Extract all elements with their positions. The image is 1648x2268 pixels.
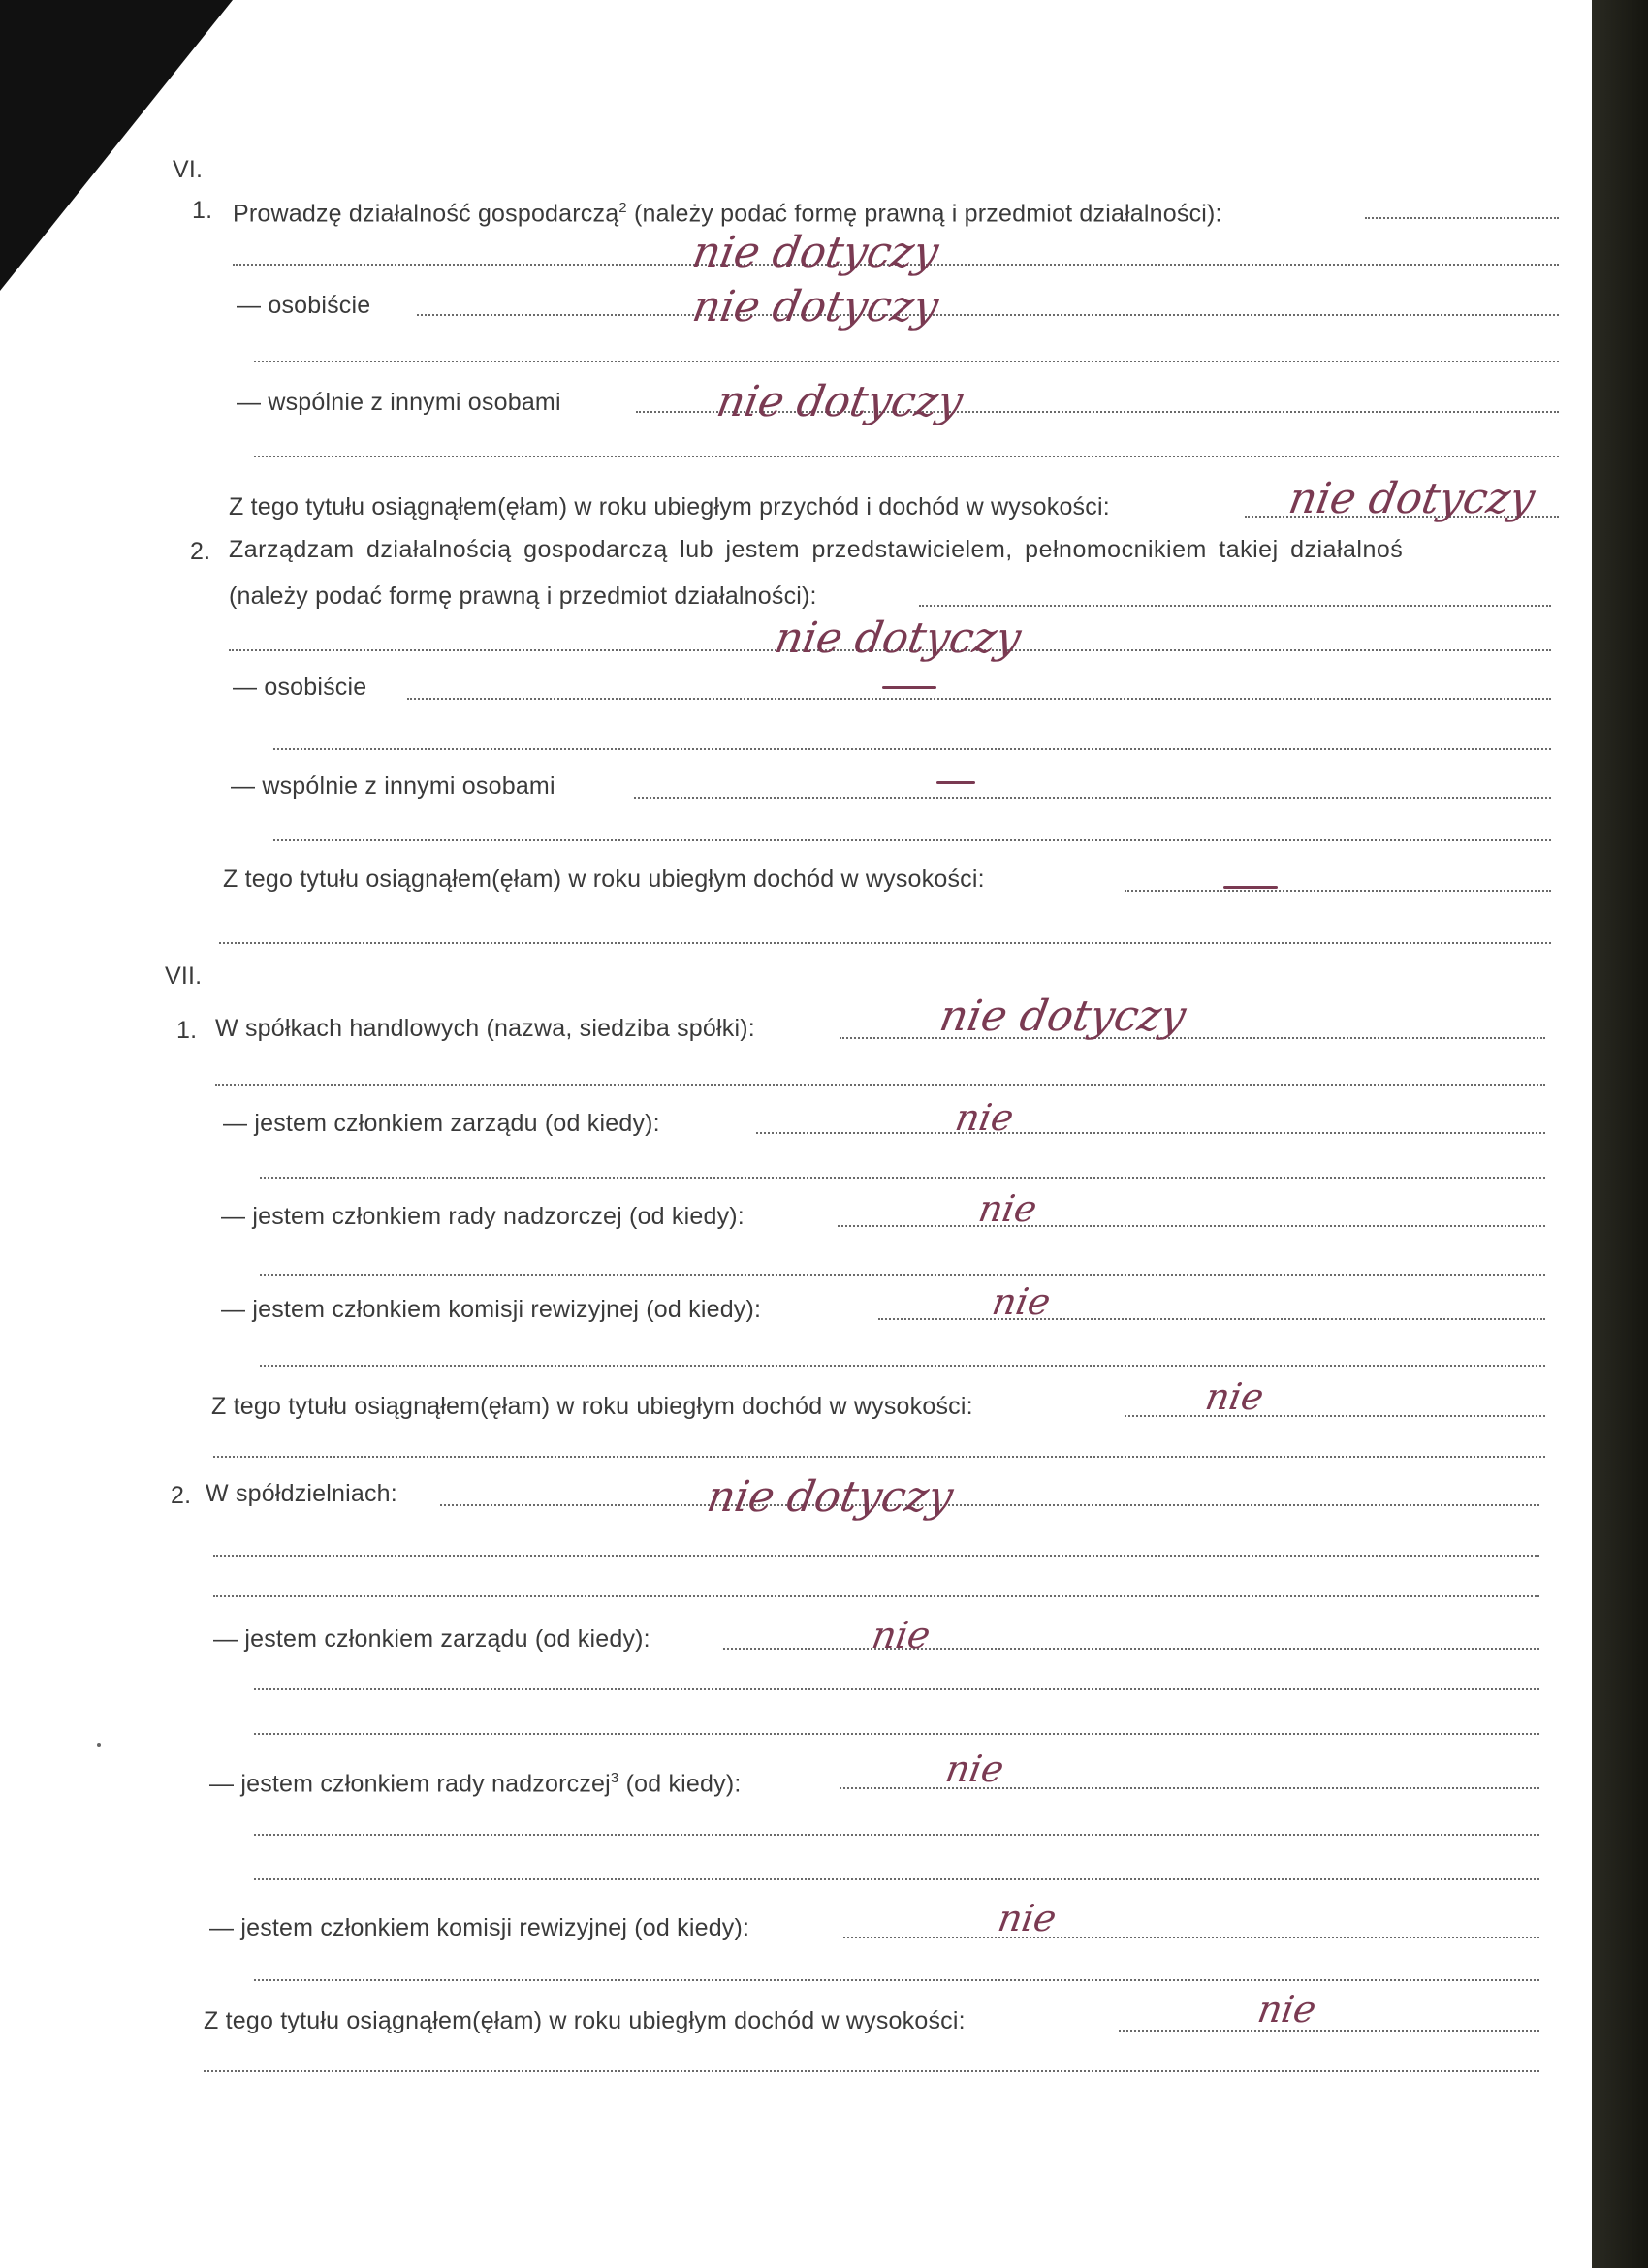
sec7-q1-audit-line-2 (260, 1365, 1545, 1367)
section-vii-title: VII. (165, 962, 203, 990)
sec7-q2-supervisory-answer: nie (942, 1748, 1008, 1790)
sec7-q1-income-line-2 (213, 1456, 1545, 1458)
sec7-q2-audit-label: — jestem członkiem komisji rewizyjnej (od kiedy): (209, 1914, 750, 1941)
sec6-q2-number: 2. (190, 538, 211, 565)
section-vi-title: VI. (173, 156, 204, 183)
sec6-q2-personally-label: — osobiście (233, 674, 367, 701)
sec7-q2-supervisory-line-2 (254, 1834, 1539, 1836)
sec6-q1-jointly-line-2 (254, 456, 1559, 457)
scan-speck (97, 1743, 101, 1747)
sec6-q1-personally-answer: nie dotyczy (688, 282, 942, 331)
sec7-q1-line-2 (215, 1084, 1545, 1086)
sec6-q2-jointly-line (634, 797, 1551, 799)
sec6-q1-income-label: Z tego tytułu osiągnąłem(ęłam) w roku ubiegłym przychód i dochód w wysokości: (229, 493, 1110, 520)
sec7-q1-number: 1. (176, 1017, 198, 1044)
scan-edge-shadow (1592, 0, 1648, 2268)
sec7-q2-income-line-2 (204, 2070, 1539, 2072)
sec7-q1-income-label: Z tego tytułu osiągnąłem(ęłam) w roku ubiegłym dochód w wysokości: (211, 1393, 973, 1420)
sec6-q2-line-1 (919, 605, 1551, 607)
sec6-q1-text: Prowadzę działalność gospodarczą$^2$ (należy podać formę prawną i przedmiot działalności): (233, 200, 1222, 228)
sec7-q2-board-label: — jestem członkiem zarządu (od kiedy): (213, 1625, 650, 1653)
sec7-q2-number: 2. (171, 1482, 192, 1509)
sec7-q1-income-answer: nie (1202, 1375, 1268, 1418)
sec7-q2-audit-answer: nie (995, 1897, 1061, 1939)
sec7-q2-board-line (723, 1648, 1539, 1650)
sec7-q2-line-1 (440, 1504, 1539, 1506)
sec6-q2-personally-dash (882, 686, 936, 689)
sec7-q1-board-line (756, 1132, 1545, 1134)
sec6-q1-jointly-label: — wspólnie z innymi osobami (237, 389, 561, 416)
sec7-q1-audit-line (878, 1318, 1545, 1320)
sec7-q2-text: W spółdzielniach: (206, 1480, 397, 1507)
sec7-q1-supervisory-line (838, 1225, 1545, 1227)
sec6-q2-jointly-dash (936, 781, 975, 784)
sec7-q1-audit-label: — jestem członkiem komisji rewizyjnej (od kiedy): (221, 1296, 762, 1323)
sec7-q2-income-answer: nie (1254, 1988, 1320, 2031)
sec6-q2-personally-line-2 (273, 748, 1551, 750)
sec7-q2-board-line-3 (254, 1733, 1539, 1735)
sec6-q1-answer: nie dotyczy (688, 228, 942, 277)
sec7-q1-board-answer: nie (952, 1096, 1018, 1139)
sec6-q2-personally-line (407, 698, 1551, 700)
sec7-q2-answer: nie dotyczy (703, 1472, 957, 1522)
sec7-q1-audit-answer: nie (989, 1280, 1055, 1323)
sec6-q2-income-label: Z tego tytułu osiągnąłem(ęłam) w roku ubiegłym dochód w wysokości: (223, 866, 985, 893)
sec7-q2-income-label: Z tego tytułu osiągnąłem(ęłam) w roku ubiegłym dochód w wysokości: (204, 2007, 966, 2034)
sec6-q2-income-line-2 (219, 942, 1551, 944)
sec7-q1-board-label: — jestem członkiem zarządu (od kiedy): (223, 1110, 660, 1137)
sec6-q1-personally-line (417, 314, 1559, 316)
sec7-q2-board-answer: nie (869, 1614, 935, 1656)
sec7-q1-income-line (1125, 1415, 1545, 1417)
sec7-q1-supervisory-label: — jestem członkiem rady nadzorczej (od kiedy): (221, 1203, 745, 1230)
sec6-q1-personally-line-2 (254, 361, 1559, 362)
sec7-q2-supervisory-label: — jestem członkiem rady nadzorczej$^3$ (od kiedy): (209, 1770, 742, 1798)
scan-corner-shadow (0, 0, 233, 291)
sec6-q1-personally-label: — osobiście (237, 292, 371, 319)
sec6-q1-line-1 (1365, 217, 1559, 219)
sec7-q1-text: W spółkach handlowych (nazwa, siedziba spółki): (215, 1015, 755, 1042)
sec6-q2-jointly-line-2 (273, 839, 1551, 841)
sec7-q1-answer: nie dotyczy (935, 992, 1189, 1041)
sec6-q2-income-dash (1223, 886, 1278, 889)
sec6-q2-line2: (należy podać formę prawną i przedmiot działalności): (229, 583, 817, 610)
sec6-q1-jointly-answer: nie dotyczy (713, 377, 967, 426)
sec7-q2-line-2 (213, 1555, 1539, 1557)
sec7-q2-line-3 (213, 1595, 1539, 1597)
sec7-q2-board-line-2 (254, 1688, 1539, 1690)
sec7-q2-audit-line (843, 1937, 1539, 1938)
sec7-q1-supervisory-line-2 (260, 1274, 1545, 1276)
sec7-q1-supervisory-answer: nie (975, 1187, 1041, 1230)
sec7-q2-income-line (1119, 2030, 1539, 2032)
sec6-q2-answer: nie dotyczy (771, 614, 1025, 663)
sec7-q2-supervisory-line-3 (254, 1878, 1539, 1880)
sec6-q2-line1: Zarządzam działalnością gospodarczą lub jestem przedstawicielem, pełnomocnikiem takiej działalnoś (229, 536, 1404, 563)
sec6-q2-income-line (1125, 890, 1551, 892)
sec7-q2-audit-line-2 (254, 1979, 1539, 1981)
sec6-q1-income-answer: nie dotyczy (1284, 474, 1538, 523)
sec7-q1-board-line-2 (260, 1177, 1545, 1179)
sec6-q2-jointly-label: — wspólnie z innymi osobami (231, 772, 555, 800)
sec6-q1-number: 1. (192, 197, 213, 224)
